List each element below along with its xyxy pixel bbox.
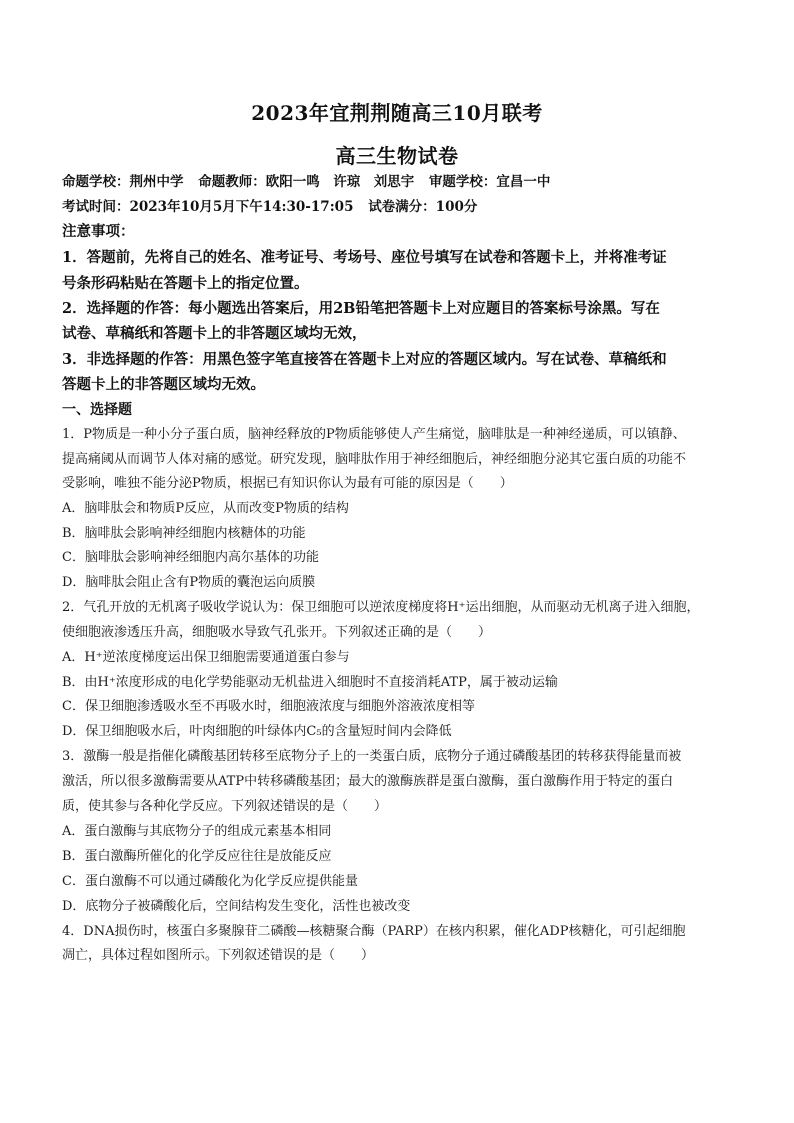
notice-item: 1．答题前，先将自己的姓名、准考证号、考场号、座位号填写在试卷和答题卡上，并将准考证 bbox=[62, 249, 667, 266]
question-2-option-a: A．H⁺逆浓度梯度运出保卫细胞需要通道蛋白参与 bbox=[62, 650, 350, 665]
meta-school: 命题学校：荆州中学 bbox=[62, 174, 184, 190]
question-1-text: 1．P物质是一种小分子蛋白质，脑神经释放的P物质能够使人产生痛觉，脑啡肽是一种神经递质，可以镇静、 bbox=[62, 427, 686, 442]
notice-item: 2．选择题的作答：每小题选出答案后，用2B铅笔把答题卡上对应题目的答案标号涂黑。写在 bbox=[62, 300, 660, 317]
meta-reviewer: 审题学校：宜昌一中 bbox=[428, 174, 551, 190]
question-1-option-c: C．脑啡肽会影响神经细胞内高尔基体的功能 bbox=[62, 550, 319, 565]
question-1-option-b: B．脑啡肽会影响神经细胞内核糖体的功能 bbox=[62, 526, 306, 541]
exam-subtitle: 高三生物试卷 bbox=[335, 144, 459, 168]
question-1-option-d: D．脑啡肽会阻止含有P物质的囊泡运向质膜 bbox=[62, 575, 316, 590]
notice-heading: 注意事项： bbox=[62, 223, 135, 240]
question-3-text: 3．激酶一般是指催化磷酸基团转移至底物分子上的一类蛋白质，底物分子通过磷酸基团的转移获得能量而被 bbox=[62, 749, 682, 764]
question-3-option-d: D．底物分子被磷酸化后，空间结构发生变化，活性也被改变 bbox=[62, 899, 411, 914]
notice-item: 试卷、草稿纸和答题卡上的非答题区域均无效， bbox=[62, 325, 367, 342]
question-3-text: 激活，所以很多激酶需要从ATP中转移磷酸基团；最大的激酶族群是蛋白激酶，蛋白激酶作用于特定的蛋白 bbox=[62, 774, 674, 789]
notice-item: 答题卡上的非答题区域均无效。 bbox=[62, 376, 265, 393]
exam-title: 2023年宜荆荆随高三10月联考 bbox=[251, 101, 543, 125]
meta-line-1 bbox=[62, 172, 550, 192]
question-2-text: 2．气孔开放的无机离子吸收学说认为：保卫细胞可以逆浓度梯度将H⁺运出细胞，从而驱动无机离子进入细胞， bbox=[62, 600, 700, 615]
question-3-option-c: C．蛋白激酶不可以通过磷酸化为化学反应提供能量 bbox=[62, 874, 358, 889]
question-2-option-d: D．保卫细胞吸水后，叶肉细胞的叶绿体内C₅的含量短时间内会降低 bbox=[62, 724, 452, 739]
meta-time: 考试时间：2023年10月5月下午14:30-17:05 bbox=[62, 199, 354, 215]
notice-item: 3．非选择题的作答：用黑色签字笔直接答在答题卡上对应的答题区域内。写在试卷、草稿纸和 bbox=[62, 351, 667, 368]
question-3-option-a: A．蛋白激酶与其底物分子的组成元素基本相同 bbox=[62, 824, 332, 839]
notice-item: 号条形码粘贴在答题卡上的指定位置。 bbox=[62, 275, 309, 292]
question-1-text: 受影响，唯独不能分泌P物质，根据已有知识你认为最有可能的原因是（ ） bbox=[62, 476, 513, 491]
question-3-option-b: B．蛋白激酶所催化的化学反应往往是放能反应 bbox=[62, 849, 332, 864]
question-2-option-c: C．保卫细胞渗透吸水至不再吸水时，细胞液浓度与细胞外溶液浓度相等 bbox=[62, 699, 475, 714]
question-2-text: 使细胞液渗透压升高，细胞吸水导致气孔张开。下列叙述正确的是（ ） bbox=[62, 625, 492, 640]
meta-teachers: 命题教师：欧阳一鸣 许琼 刘思宇 bbox=[198, 174, 415, 190]
meta-score: 试卷满分：100分 bbox=[368, 199, 478, 215]
question-2-option-b: B．由H⁺浓度形成的电化学势能驱动无机盐进入细胞时不直接消耗ATP，属于被动运输 bbox=[62, 675, 558, 690]
question-4-text: 凋亡，具体过程如图所示。下列叙述错误的是（ ） bbox=[62, 948, 375, 963]
question-4-text: 4．DNA损伤时，核蛋白多聚腺苷二磷酸—核糖聚合酶（PARP）在核内积累，催化ADP核糖化，可引起细胞 bbox=[62, 924, 686, 939]
meta-line-2 bbox=[62, 197, 477, 217]
question-3-text: 质，使其参与各种化学反应。下列叙述错误的是（ ） bbox=[62, 799, 388, 814]
question-1-text: 提高痛阈从而调节人体对痛的感觉。研究发现，脑啡肽作用于神经细胞后，神经细胞分泌其它蛋白质的功能不 bbox=[62, 452, 687, 467]
question-1-option-a: A．脑啡肽会和物质P反应，从而改变P物质的结构 bbox=[62, 501, 349, 516]
section-title: 一、选择题 bbox=[62, 402, 132, 418]
